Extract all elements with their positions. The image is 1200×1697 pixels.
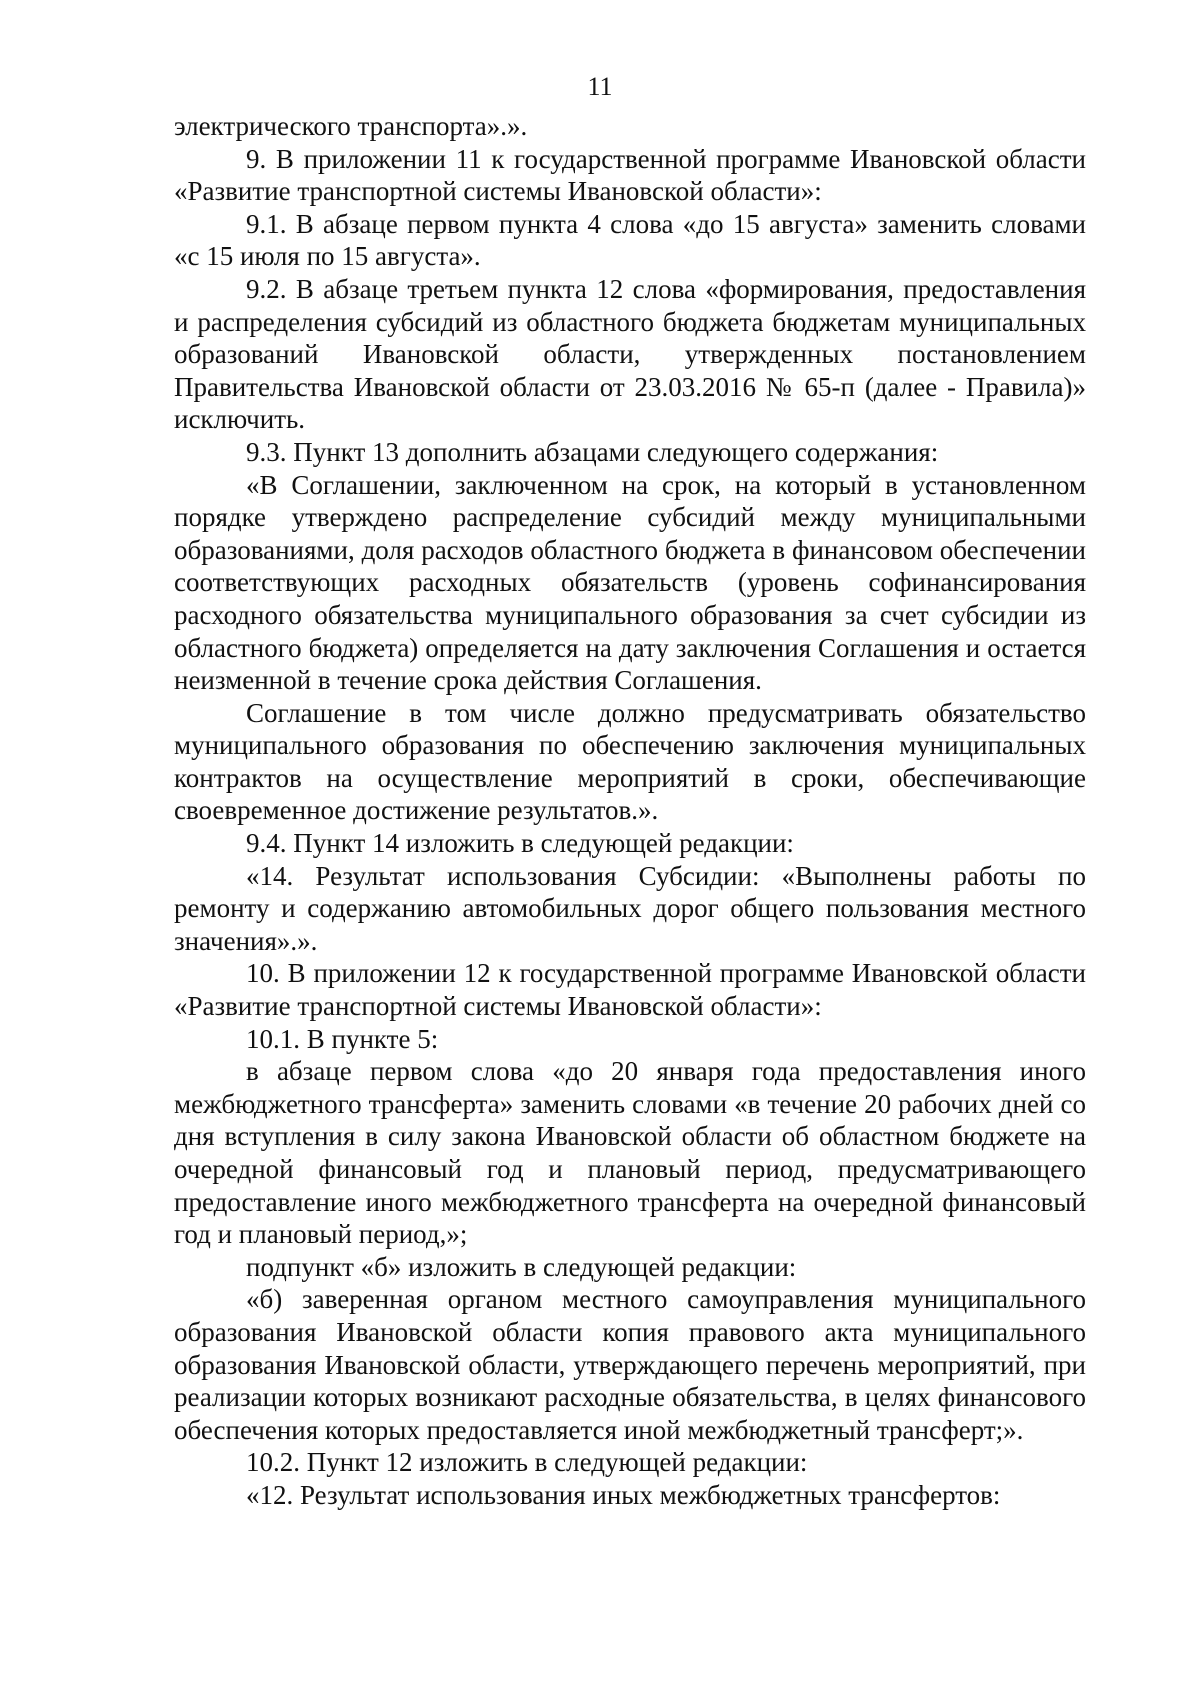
document-body [174,110,1086,1512]
paragraph-item-10-1: 10.1. В пункте 5: [246,1023,439,1054]
paragraph-item-10: 10. В приложении 12 к государственной программе Ивановской области «Развитие транспортной системы Ивановской области»: [174,958,1086,1022]
paragraph-quote-result-12: «12. Результат использования иных межбюджетных трансфертов: [246,1479,1001,1510]
page-number: 11 [587,72,613,101]
paragraph-item-9: 9. В приложении 11 к государственной программе Ивановской области «Развитие транспортной системы Ивановской области»: [174,143,1086,207]
paragraph-item-10-2: 10.2. Пункт 12 изложить в следующей редакции: [246,1447,808,1478]
paragraph-item-9-3: 9.3. Пункт 13 дополнить абзацами следующего содержания: [246,436,939,467]
paragraph-item-9-1: 9.1. В абзаце первом пункта 4 слова «до 15 августа» заменить словами «с 15 июля по 15 августа». [174,208,1086,272]
paragraph-quote-obligation: Соглашение в том числе должно предусматривать обязательство муниципального образования по обеспечению заключения муниципальных контрактов на осуществление мероприятий в сроки, обеспечивающие своевременное достижение результатов.». [174,697,1086,826]
paragraph-quote-result-14: «14. Результат использования Субсидии: «Выполнены работы по ремонту и содержанию автомобильных дорог общего пользования местного значения».». [174,860,1086,956]
paragraph-quote-agreement: «В Соглашении, заключенном на срок, на который в установленном порядке утверждено распределение субсидий между муниципальными образованиями, доля расходов областного бюджета в финансовом обеспечении соответствующих расходных обязательств (уровень софинансирования расходного обязательства муниципального образования за счет субсидии из областного бюджета) определяется на дату заключения Соглашения и остается неизменной в течение срока действия Соглашения. [174,469,1086,696]
paragraph-subitem-b: подпункт «б» изложить в следующей редакции: [246,1251,797,1282]
paragraph-continuation: электрического транспорта».». [174,111,528,141]
paragraph-item-9-2: 9.2. В абзаце третьем пункта 12 слова «формирования, предоставления и распределения субсидий из областного бюджета бюджетам муниципальных образований Ивановской области, утвержденных постановлением Правительства Ивановской области от 23.03.2016 № 65-п (далее - Правила)» исключить. [174,273,1086,435]
paragraph-quote-b: «б) заверенная органом местного самоуправления муниципального образования Ивановской области копия правового акта муниципального образования Ивановской области, утверждающего перечень мероприятий, при реализации которых возникают расходные обязательства, в целях финансового обеспечения которых предоставляется иной межбюджетный трансферт;». [174,1284,1086,1445]
paragraph-first-abzats: в абзаце первом слова «до 20 января года предоставления иного межбюджетного трансферта» заменить словами «в течение 20 рабочих дней со дня вступления в силу закона Ивановской области об областном бюджете на очередной финансовый год и плановый период, предусматривающего предоставление иного межбюджетного трансферта на очередной финансовый год и плановый период,»; [174,1056,1086,1250]
paragraph-item-9-4: 9.4. Пункт 14 изложить в следующей редакции: [246,828,794,859]
